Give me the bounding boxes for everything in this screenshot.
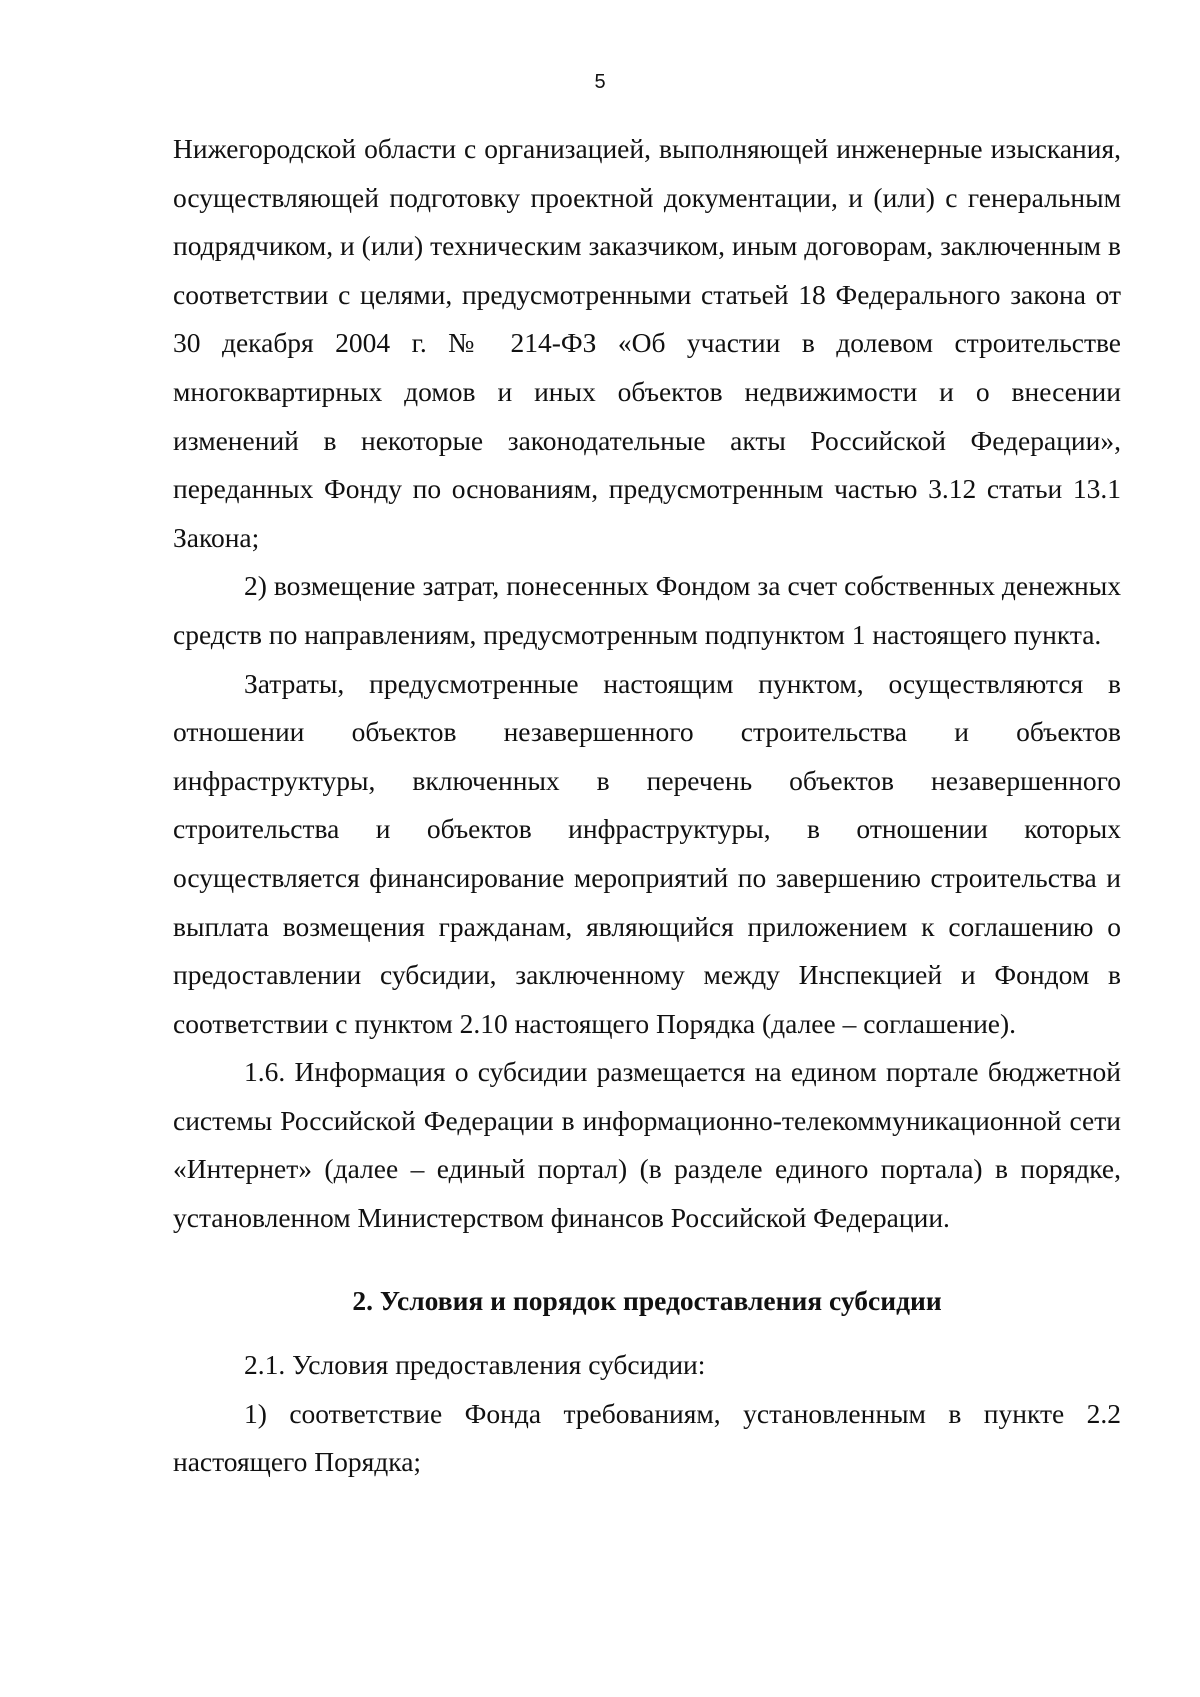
paragraph-costs: Затраты, предусмотренные настоящим пунктом, осуществляются в отношении объектов незавершенного строительства и объектов инфраструктуры, включенных в перечень объектов незавершенного строительства и объектов инфраструктуры, в отношении которых осуществляется финансирование мероприятий по завершению строительства и выплата возмещения гражданам, являющийся приложением к соглашению о предоставлении субсидии, заключенному между Инспекцией и Фондом в соответствии с пунктом 2.10 настоящего Порядка (далее – соглашение). [173,667,1121,1039]
paragraph-item-2: 2) возмещение затрат, понесенных Фондом за счет собственных денежных средств по направлениям, предусмотренным подпунктом 1 настоящего пункта. [173,570,1121,650]
paragraph-2-1: 2.1. Условия предоставления субсидии: [244,1349,706,1381]
page-number: 5 [594,71,606,93]
section-heading: 2. Условия и порядок предоставления субсидии [352,1284,942,1316]
paragraph-condition-1: 1) соответствие Фонда требованиям, установленным в пункте 2.2 настоящего Порядка; [173,1397,1121,1478]
paragraph-continuation: Нижегородской области с организацией, выполняющей инженерные изыскания, осуществляющей подготовку проектной документации, и (или) с генеральным подрядчиком, и (или) техническим заказчиком, иным договорам, заключенным в соответствии с целями, предусмотренными статьей 18 Федерального закона от 30 декабря 2004 г. № 214-ФЗ «Об участии в долевом строительстве многоквартирных домов и иных объектов недвижимости и о внесении изменений в некоторые законодательные акты Российской Федерации», переданных Фонду по основаниям, предусмотренным частью 3.12 статьи 13.1 Закона; [173,133,1121,553]
document-body [173,125,1121,1487]
paragraph-1-6: 1.6. Информация о субсидии размещается на едином портале бюджетной системы Российской Федерации в информационно-телекоммуникационной сети «Интернет» (далее – единый портал) (в разделе единого портала) в порядке, установленном Министерством финансов Российской Федерации. [173,1056,1121,1234]
